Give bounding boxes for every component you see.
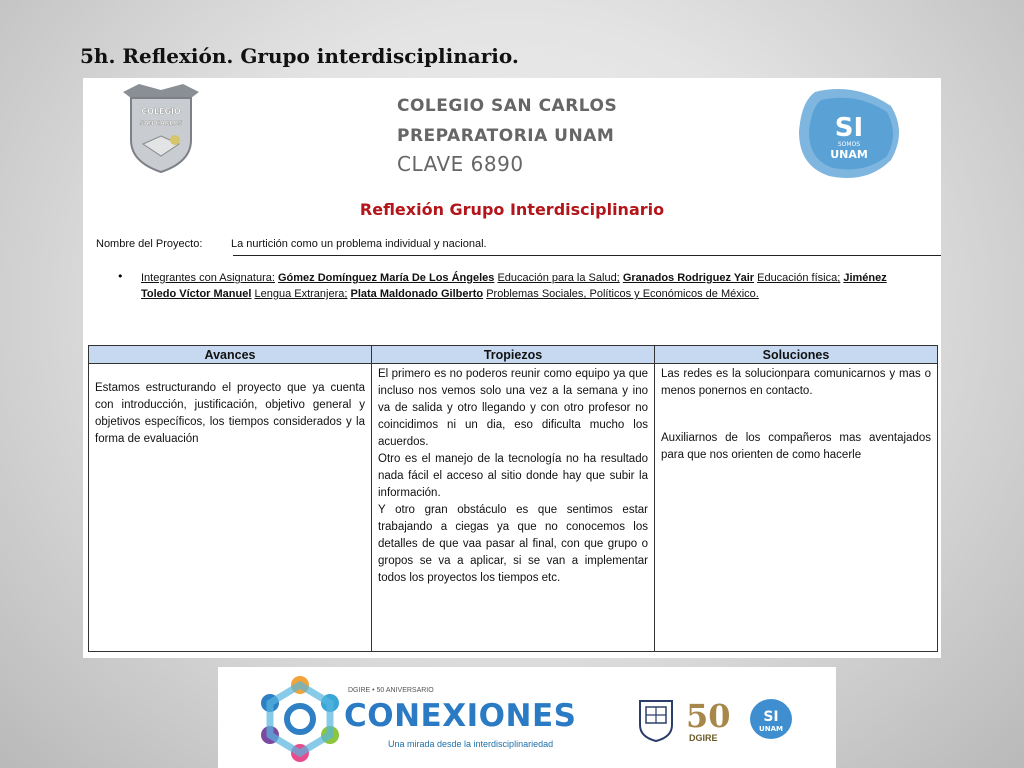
crest-line2: SAN CARLOS	[139, 120, 183, 127]
member-subject: Problemas Sociales, Políticos y Económicos de México.	[486, 288, 759, 300]
school-clave: CLAVE 6890	[397, 152, 524, 176]
header-soluciones: Soluciones	[655, 346, 938, 364]
school-subtitle: PREPARATORIA UNAM	[397, 126, 615, 146]
somos-text: SOMOS	[837, 141, 861, 148]
crest-line1: COLEGIO	[141, 107, 181, 116]
tropiezo-item: Y otro gran obstáculo es que sentimos estar trabajando a ciegas ya que no conocemos los detalles de que vaa pasar al final, con que grupo o gropos se va a aplicar, si se van a implementar todos los proyectos los tiempos etc.	[378, 504, 648, 584]
member-name: Plata Maldonado Gilberto	[350, 288, 484, 300]
solucion-item: Auxiliarnos de los compañeros mas aventajados para que nos orienten de como hacerle	[661, 432, 931, 461]
member-subject: Educación para la Salud;	[497, 272, 620, 284]
avances-text: Estamos estructurando el proyecto que ya cuenta con introducción, justificación, objetivo general y objetivos específicos, los tiempos considerados y la forma de evaluación	[95, 382, 365, 445]
document-title: Reflexión Grupo Interdisciplinario	[359, 200, 665, 219]
banner-title: CONEXIONES	[344, 698, 577, 734]
document-image	[83, 78, 941, 658]
members-paragraph	[141, 270, 901, 302]
cell-avances	[89, 364, 372, 652]
si-unam-small-logo	[748, 697, 794, 741]
member-name: Gómez Domínguez María De Los Ángeles	[278, 272, 495, 284]
conexiones-banner	[218, 667, 836, 768]
member-subject: Educación física;	[757, 272, 841, 284]
reflection-table	[88, 345, 938, 652]
project-label: Nombre del Proyecto:	[96, 238, 203, 250]
unam-crest-icon	[636, 697, 676, 743]
dgire-label: DGIRE	[689, 733, 718, 743]
dgire-50-logo	[684, 697, 742, 733]
si-small-text: SI	[763, 709, 779, 725]
solucion-item: Las redes es la solucionpara comunicarnos y mas o menos ponernos en contacto.	[661, 368, 931, 397]
school-crest-logo	[119, 82, 203, 174]
project-underline	[233, 255, 941, 256]
unam-text: UNAM	[830, 148, 868, 161]
tropiezo-item: El primero es no poderos reunir como equipo ya que incluso nos vemos solo una vez a la semana y ino va de salida y otro llegando y con otro profesor no coincidimos ni un dia, eso dificulta mucho los acuerdos.	[378, 368, 648, 448]
school-name: COLEGIO SAN CARLOS	[397, 96, 618, 116]
cell-tropiezos	[372, 364, 655, 652]
slide-title: 5h. Reflexión. Grupo interdisciplinario.	[80, 44, 519, 68]
dgire-50-text: 50	[686, 697, 731, 733]
bullet-icon: •	[117, 270, 124, 283]
banner-small-text: DGIRE • 50 ANIVERSARIO	[348, 687, 434, 694]
si-text: SI	[834, 113, 864, 143]
unam-small-text: UNAM	[759, 725, 783, 733]
member-name: Granados Rodriguez Yair	[622, 272, 755, 284]
header-avances: Avances	[89, 346, 372, 364]
project-value: La nurtición como un problema individual y nacional.	[231, 238, 487, 250]
si-somos-unam-logo	[795, 86, 905, 182]
member-name: Jiménez Toledo Víctor Manuel	[141, 272, 887, 300]
conexiones-logo-icon	[258, 673, 342, 763]
members-label: Integrantes con Asignatura:	[141, 272, 275, 284]
header-tropiezos: Tropiezos	[372, 346, 655, 364]
tropiezo-item: Otro es el manejo de la tecnología no ha resultado nada fácil el acceso al sitio donde hay que subir la información.	[378, 453, 648, 499]
member-subject: Lengua Extranjera;	[254, 288, 348, 300]
cell-soluciones	[655, 364, 938, 652]
banner-tagline: Una mirada desde la interdisciplinariedad	[388, 739, 554, 749]
